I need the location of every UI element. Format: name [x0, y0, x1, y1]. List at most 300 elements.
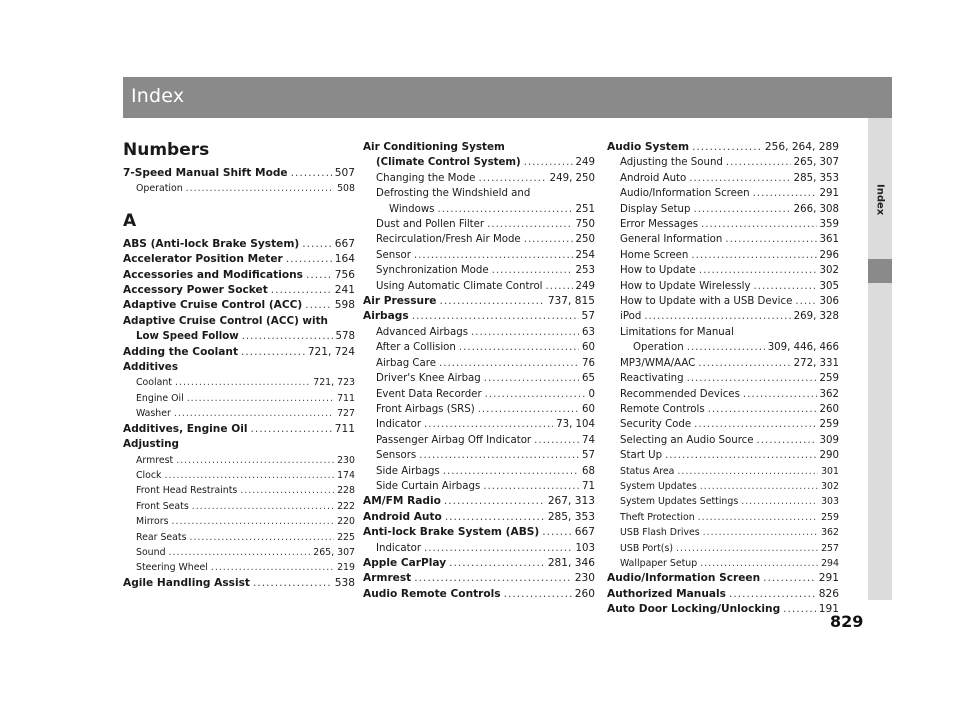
dot-leader	[485, 387, 586, 402]
index-term: Recirculation/Fresh Air Mode	[376, 234, 521, 246]
dot-leader	[478, 402, 579, 417]
index-term: Event Data Recorder	[376, 388, 482, 400]
index-page-ref[interactable]: 285, 353	[547, 510, 595, 523]
index-term: Error Messages	[620, 219, 699, 231]
index-term: Accessories and Modifications	[123, 268, 303, 281]
index-term: Side Curtain Airbags	[376, 480, 481, 492]
dot-leader	[687, 371, 817, 386]
dot-leader	[708, 402, 817, 417]
index-entry	[123, 283, 355, 298]
side-tab	[868, 118, 892, 600]
index-entry	[363, 402, 595, 417]
index-term: Mirrors	[136, 516, 169, 528]
index-term: Reactivating	[620, 373, 684, 385]
dot-leader	[487, 217, 572, 232]
index-term: Washer	[136, 408, 171, 420]
index-term: Using Automatic Climate Control	[376, 280, 543, 292]
index-entry	[607, 279, 839, 294]
dot-leader	[483, 479, 579, 494]
index-term: (Climate Control System)	[376, 157, 521, 169]
index-term: iPod	[620, 311, 642, 323]
index-entry	[123, 252, 355, 267]
index-entry	[363, 387, 595, 402]
dot-leader	[687, 340, 765, 355]
index-page-ref[interactable]: 290	[819, 450, 839, 462]
dot-leader	[644, 309, 790, 324]
index-page-ref[interactable]: 291	[818, 572, 839, 585]
index-page-ref[interactable]: 222	[337, 500, 355, 512]
index-term: Agile Handling Assist	[123, 576, 250, 589]
dot-leader	[241, 345, 305, 360]
index-entry	[607, 186, 839, 201]
index-entry	[363, 417, 595, 432]
dot-leader	[443, 464, 579, 479]
dot-leader	[700, 556, 818, 571]
dot-leader	[534, 433, 579, 448]
dot-leader	[743, 387, 817, 402]
section-heading: Numbers	[123, 140, 210, 160]
index-page-ref[interactable]: 230	[574, 572, 595, 585]
dot-leader	[546, 279, 573, 294]
index-term: 7-Speed Manual Shift Mode	[123, 167, 288, 179]
dot-leader	[169, 545, 311, 560]
index-term: MP3/WMA/AAC	[620, 357, 696, 369]
index-entry	[123, 391, 355, 406]
index-page-ref[interactable]: 291	[819, 188, 839, 200]
index-page-ref[interactable]: 254	[575, 249, 595, 261]
index-page-ref[interactable]: 60	[582, 403, 595, 415]
index-term: System Updates	[620, 480, 697, 492]
dot-leader	[754, 279, 817, 294]
index-entry	[607, 340, 839, 355]
index-page-ref[interactable]: 727	[337, 408, 355, 420]
index-page-ref[interactable]: 578	[335, 331, 355, 343]
index-page-ref[interactable]: 259	[821, 511, 839, 523]
index-page-ref[interactable]: 256, 264, 289	[764, 141, 839, 153]
index-page-ref[interactable]: 266, 308	[793, 203, 839, 215]
index-entry	[123, 406, 355, 421]
index-term: Armrest	[136, 454, 174, 466]
index-entry	[123, 560, 355, 575]
page-number: 829	[830, 612, 864, 631]
index-page-ref[interactable]: 0	[588, 388, 595, 400]
index-page-ref[interactable]: 721, 723	[313, 377, 355, 389]
index-page-ref[interactable]: 309, 446, 466	[767, 342, 839, 354]
index-page-ref[interactable]: 249	[575, 157, 595, 169]
index-page-ref[interactable]: 174	[337, 469, 355, 481]
index-term: Display Setup	[620, 203, 691, 215]
index-page-ref[interactable]: 667	[334, 237, 355, 250]
section-heading: A	[123, 210, 137, 231]
index-entry	[607, 448, 839, 463]
index-page-ref[interactable]: 57	[582, 450, 595, 462]
index-term: Passenger Airbag Off Indicator	[376, 434, 532, 446]
index-entry	[363, 433, 595, 448]
index-page-ref[interactable]: 219	[337, 562, 355, 574]
index-entry-heading: Defrosting the Windshield and	[376, 188, 531, 200]
index-page-ref[interactable]: 257	[821, 542, 839, 554]
index-term: Adaptive Cruise Control (ACC)	[123, 299, 303, 312]
index-entry	[363, 494, 595, 509]
index-page-ref[interactable]: 71	[582, 480, 595, 492]
dot-leader	[725, 232, 816, 247]
index-entry	[363, 340, 595, 355]
index-entry	[123, 166, 355, 181]
index-entry	[123, 375, 355, 390]
dot-leader	[164, 468, 334, 483]
dot-leader	[419, 448, 579, 463]
index-term: Operation	[136, 183, 183, 195]
index-term: Audio Remote Controls	[363, 587, 501, 600]
index-term: Windows	[389, 203, 435, 215]
index-term: Driver's Knee Airbag	[376, 373, 481, 385]
index-page-ref[interactable]: 250	[575, 234, 595, 246]
index-term: Auto Door Locking/Unlocking	[607, 603, 781, 616]
index-page-ref[interactable]: 507	[334, 167, 355, 179]
index-term: Start Up	[620, 450, 663, 462]
index-page-ref[interactable]: 57	[581, 310, 595, 323]
index-term: Coolant	[136, 377, 172, 389]
index-page-ref[interactable]: 508	[337, 183, 355, 195]
index-entry	[607, 494, 839, 509]
dot-leader	[449, 556, 545, 571]
index-page-ref[interactable]: 281, 346	[547, 556, 595, 569]
index-page-ref[interactable]: 267, 313	[547, 495, 595, 508]
index-term: Front Airbags (SRS)	[376, 403, 475, 415]
index-entry	[123, 181, 355, 196]
dot-leader	[698, 510, 818, 525]
dot-leader	[172, 514, 335, 529]
index-entry	[363, 171, 595, 186]
dot-leader	[176, 453, 334, 468]
index-entry	[607, 587, 839, 602]
index-entry	[607, 309, 839, 324]
dot-leader	[542, 525, 572, 540]
index-term: Audio/Information Screen	[607, 572, 761, 585]
dot-leader	[676, 541, 818, 556]
index-term: How to Update	[620, 265, 696, 277]
dot-leader	[471, 325, 579, 340]
index-page-ref[interactable]: 303	[821, 496, 839, 508]
index-term: Remote Controls	[620, 403, 705, 415]
dot-leader	[698, 356, 790, 371]
dot-leader	[484, 371, 579, 386]
index-term: Theft Protection	[620, 511, 695, 523]
index-page-ref[interactable]: 249	[575, 280, 595, 292]
index-term: Accelerator Position Meter	[123, 253, 283, 266]
side-tab-label: Index	[874, 184, 886, 216]
index-page-ref[interactable]: 265, 307	[793, 157, 839, 169]
index-entry	[123, 453, 355, 468]
dot-leader	[412, 309, 579, 324]
index-page-ref[interactable]: 309	[819, 434, 839, 446]
index-entry	[607, 263, 839, 278]
index-page-ref[interactable]: 68	[582, 465, 595, 477]
index-page-ref[interactable]: 711	[337, 392, 355, 404]
dot-leader	[763, 571, 816, 586]
dot-leader	[504, 587, 572, 602]
index-page-ref[interactable]: 721, 724	[307, 345, 355, 358]
index-entry	[607, 417, 839, 432]
index-page-ref[interactable]: 63	[582, 326, 595, 338]
index-entry	[123, 329, 355, 344]
index-entry	[123, 468, 355, 483]
index-page-ref[interactable]: 598	[334, 299, 355, 312]
index-entry	[607, 232, 839, 247]
dot-leader	[187, 391, 334, 406]
dot-leader	[478, 171, 546, 186]
index-term: Android Auto	[620, 172, 687, 184]
index-page-ref[interactable]: 294	[821, 557, 839, 569]
dot-leader	[757, 433, 817, 448]
index-term: Clock	[136, 469, 162, 481]
dot-leader	[524, 155, 573, 170]
index-entry	[123, 576, 355, 591]
dot-leader	[444, 494, 545, 509]
index-page-ref[interactable]: 737, 815	[547, 295, 595, 308]
index-entry	[123, 514, 355, 529]
index-term: Adjusting the Sound	[620, 157, 723, 169]
index-entry	[363, 279, 595, 294]
index-entry	[123, 268, 355, 283]
index-page-ref[interactable]: 76	[582, 357, 595, 369]
index-page-ref[interactable]: 306	[819, 296, 839, 308]
index-term: Adding the Coolant	[123, 345, 239, 358]
index-page-ref[interactable]: 305	[819, 280, 839, 292]
index-term: How to Update Wirelessly	[620, 280, 751, 292]
side-tab-marker	[868, 259, 892, 283]
dot-leader	[703, 525, 818, 540]
index-page-ref[interactable]: 265, 307	[313, 546, 355, 558]
index-page-ref[interactable]: 253	[575, 265, 595, 277]
dot-leader	[189, 530, 334, 545]
index-term: Indicator	[376, 542, 422, 554]
index-term: USB Flash Drives	[620, 527, 700, 539]
index-term: Android Auto	[363, 510, 442, 523]
dot-leader	[445, 510, 545, 525]
index-term: Sound	[136, 546, 166, 558]
dot-leader	[729, 587, 816, 602]
page-title: Index	[131, 85, 185, 107]
index-entry	[607, 602, 839, 617]
dot-leader	[302, 237, 332, 252]
dot-leader	[459, 340, 579, 355]
index-page-ref[interactable]: 301	[821, 465, 839, 477]
index-term: Security Code	[620, 419, 692, 431]
index-entry-heading: Limitations for Manual	[620, 326, 734, 338]
dot-leader	[699, 263, 817, 278]
index-page-ref[interactable]: 60	[582, 342, 595, 354]
index-entry	[363, 587, 595, 602]
index-term: Sensor	[376, 249, 411, 261]
dot-leader	[271, 283, 332, 298]
index-entry	[607, 464, 839, 479]
index-entry	[607, 433, 839, 448]
index-entry	[363, 571, 595, 586]
index-entry-heading: Adjusting	[123, 438, 179, 451]
dot-leader	[306, 268, 332, 283]
index-term: Armrest	[363, 572, 412, 585]
header-banner	[123, 77, 892, 118]
index-page-ref[interactable]: 359	[819, 219, 839, 231]
dot-leader	[689, 171, 790, 186]
index-term: Sensors	[376, 450, 417, 462]
index-term: Airbag Care	[376, 357, 436, 369]
index-entry	[363, 217, 595, 232]
index-page-ref[interactable]: 302	[819, 265, 839, 277]
index-entry-heading: Air Conditioning System	[363, 141, 505, 153]
index-page-ref[interactable]: 750	[575, 219, 595, 231]
dot-leader	[439, 356, 579, 371]
index-entry	[607, 202, 839, 217]
index-entry	[607, 155, 839, 170]
index-entry	[363, 356, 595, 371]
index-entry	[123, 483, 355, 498]
dot-leader	[414, 571, 572, 586]
index-page-ref[interactable]: 269, 328	[793, 311, 839, 323]
dot-leader	[783, 602, 816, 617]
dot-leader	[694, 417, 816, 432]
index-page-ref[interactable]: 756	[334, 268, 355, 281]
index-page-ref[interactable]: 191	[818, 603, 839, 616]
dot-leader	[439, 294, 544, 309]
dot-leader	[305, 298, 332, 313]
dot-leader	[253, 576, 332, 591]
dot-leader	[741, 494, 818, 509]
index-entry	[123, 345, 355, 360]
dot-leader	[250, 422, 331, 437]
index-page-ref[interactable]: 826	[818, 587, 839, 600]
index-entry	[607, 356, 839, 371]
index-page-ref[interactable]: 362	[821, 527, 839, 539]
index-term: Changing the Mode	[376, 172, 476, 184]
index-term: Recommended Devices	[620, 388, 740, 400]
index-page-ref[interactable]: 251	[575, 203, 595, 215]
dot-leader	[524, 232, 573, 247]
index-entry	[607, 217, 839, 232]
index-term: AM/FM Radio	[363, 495, 441, 508]
index-term: Synchronization Mode	[376, 265, 489, 277]
index-term: Audio/Information Screen	[620, 188, 750, 200]
index-term: Dust and Pollen Filter	[376, 219, 485, 231]
index-term: System Updates Settings	[620, 496, 739, 508]
index-page-ref[interactable]: 65	[582, 373, 595, 385]
index-column-1	[123, 140, 355, 591]
index-column-2	[363, 140, 595, 602]
index-term: Status Area	[620, 465, 675, 477]
index-entry	[607, 402, 839, 417]
index-term: Additives, Engine Oil	[123, 422, 248, 435]
dot-leader	[753, 186, 817, 201]
index-term: After a Collision	[376, 342, 456, 354]
dot-leader	[692, 140, 762, 155]
index-entry	[363, 232, 595, 247]
index-page-ref[interactable]: 362	[819, 388, 839, 400]
index-page-ref[interactable]: 361	[819, 234, 839, 246]
index-entry	[363, 263, 595, 278]
index-entry	[363, 371, 595, 386]
index-page-ref[interactable]: 259	[819, 419, 839, 431]
index-entry	[363, 448, 595, 463]
dot-leader	[726, 155, 791, 170]
index-entry	[363, 464, 595, 479]
index-page-ref[interactable]: 272, 331	[793, 357, 839, 369]
index-entry	[607, 248, 839, 263]
index-entry	[363, 248, 595, 263]
dot-leader	[665, 448, 816, 463]
dot-leader	[414, 248, 573, 263]
index-page-ref[interactable]: 260	[574, 587, 595, 600]
index-page-ref[interactable]: 296	[819, 249, 839, 261]
index-entry	[607, 294, 839, 309]
index-page-ref[interactable]: 259	[819, 373, 839, 385]
index-entry	[607, 556, 839, 571]
dot-leader	[424, 541, 573, 556]
dot-leader	[240, 483, 334, 498]
dot-leader	[492, 263, 573, 278]
index-page-ref[interactable]: 230	[337, 454, 355, 466]
index-term: Anti-lock Brake System (ABS)	[363, 526, 540, 539]
index-page-ref[interactable]: 711	[334, 422, 355, 435]
index-term: Side Airbags	[376, 465, 440, 477]
index-term: Front Seats	[136, 500, 189, 512]
dot-leader	[211, 560, 334, 575]
index-page-ref[interactable]: 538	[334, 576, 355, 589]
dot-leader	[186, 181, 334, 196]
index-entry	[123, 545, 355, 560]
index-page-ref[interactable]: 74	[582, 434, 595, 446]
index-entry	[607, 571, 839, 586]
index-term: General Information	[620, 234, 723, 246]
index-entry	[363, 294, 595, 309]
dot-leader	[693, 202, 790, 217]
index-term: ABS (Anti-lock Brake System)	[123, 237, 300, 250]
index-entry	[363, 541, 595, 556]
dot-leader	[677, 464, 818, 479]
index-entry	[363, 479, 595, 494]
dot-leader	[437, 202, 572, 217]
index-page-ref[interactable]: 220	[337, 516, 355, 528]
index-entry	[607, 510, 839, 525]
index-page-ref[interactable]: 667	[574, 526, 595, 539]
index-page-ref[interactable]: 285, 353	[793, 172, 839, 184]
index-entry	[607, 371, 839, 386]
index-entry	[363, 202, 595, 217]
index-page-ref[interactable]: 164	[334, 253, 355, 266]
index-page-ref[interactable]: 103	[575, 542, 595, 554]
index-page-ref[interactable]: 225	[337, 531, 355, 543]
index-page-ref[interactable]: 228	[337, 485, 355, 497]
index-term: Authorized Manuals	[607, 587, 726, 600]
index-page-ref[interactable]: 73, 104	[556, 419, 595, 431]
dot-leader	[701, 217, 817, 232]
index-page-ref[interactable]: 260	[819, 403, 839, 415]
index-term: Home Screen	[620, 249, 689, 261]
index-page-ref[interactable]: 249, 250	[549, 172, 595, 184]
index-page-ref[interactable]: 241	[334, 284, 355, 297]
index-entry	[123, 499, 355, 514]
index-entry	[607, 541, 839, 556]
index-entry	[363, 525, 595, 540]
index-page-ref[interactable]: 302	[821, 480, 839, 492]
index-term: Front Head Restraints	[136, 485, 238, 497]
dot-leader	[700, 479, 818, 494]
index-entry-heading: Additives	[123, 361, 179, 374]
index-entry	[363, 155, 595, 170]
index-term: Apple CarPlay	[363, 556, 447, 569]
index-entry-heading: Adaptive Cruise Control (ACC) with	[123, 314, 328, 327]
index-entry	[123, 237, 355, 252]
